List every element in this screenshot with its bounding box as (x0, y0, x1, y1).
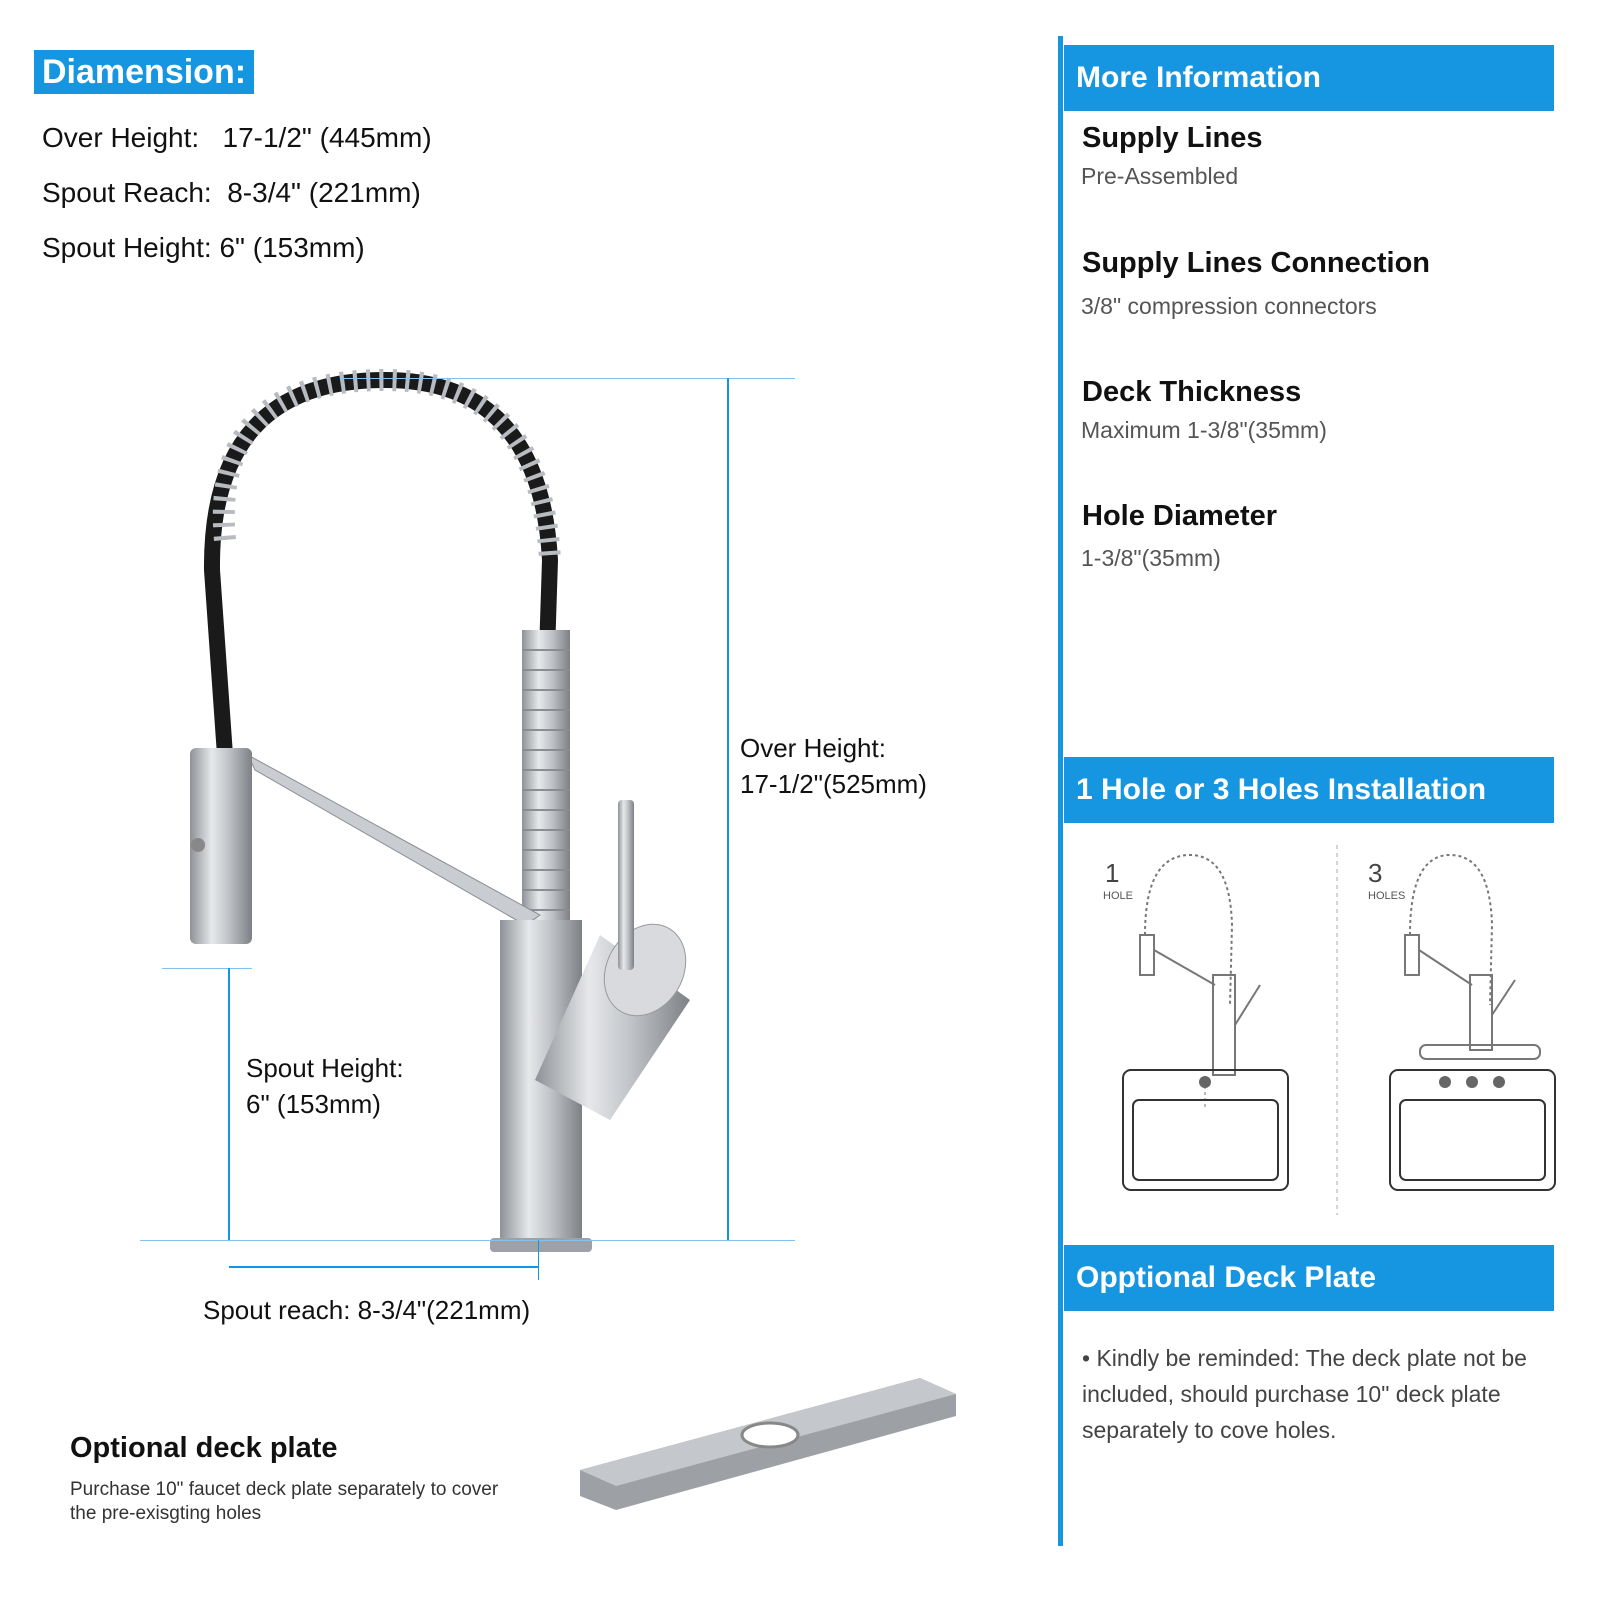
supply-lines-title: Supply Lines (1082, 122, 1263, 154)
dim-spout-height-value: 6" (153mm) (219, 232, 365, 263)
one-hole-number: 1 (1105, 858, 1120, 888)
spout-reach-tick (538, 1240, 539, 1280)
dim-over-height-value: 17-1/2" (445mm) (222, 122, 432, 153)
spout-reach-label: Spout reach: 8-3/4"(221mm) (203, 1295, 531, 1325)
three-holes-sink (1390, 1070, 1555, 1190)
one-hole-word: HOLE (1103, 890, 1133, 902)
deck-plate-note-text: Kindly be reminded: The deck plate not be included, should purchase 10" deck plate separately to cove holes. (1082, 1345, 1527, 1443)
dim-spout-reach-value: 8-3/4" (221mm) (227, 177, 421, 208)
more-info-header: More Information (1064, 45, 1554, 111)
bullet: • (1082, 1345, 1091, 1371)
supply-connection-title: Supply Lines Connection (1082, 247, 1431, 279)
supply-lines-value: Pre-Assembled (1081, 163, 1239, 189)
hole-diameter-title: Hole Diameter (1082, 500, 1278, 532)
spout-guide-line (162, 968, 252, 969)
optional-plate-desc: Purchase 10" faucet deck plate separately to cover the pre-exisgting holes (70, 1479, 499, 1524)
three-holes-number: 3 (1368, 858, 1383, 888)
dim-spout-reach (42, 177, 421, 209)
hose (212, 380, 550, 930)
base-guide-line (140, 1240, 795, 1241)
deck-thickness-title: Deck Thickness (1082, 376, 1302, 408)
spring-column (522, 630, 570, 930)
spout-height-label: Spout Height: (246, 1053, 404, 1083)
install-diagram (1120, 845, 1560, 1215)
hole-diameter-value: 1-3/8"(35mm) (1081, 545, 1221, 571)
lever (618, 800, 634, 970)
deck-plate-image (570, 1370, 960, 1520)
deck-thickness-value: Maximum 1-3/8"(35mm) (1081, 417, 1327, 443)
right-divider (1058, 36, 1063, 1546)
deck-plate-note (1082, 1340, 1552, 1448)
three-holes-faucet-sketch (1405, 855, 1540, 1059)
supply-connection-value: 3/8" compression connectors (1081, 293, 1377, 319)
over-height-arrow (727, 378, 729, 1240)
dim-spout-reach-label: Spout Reach: (42, 177, 212, 208)
spout-height-arrow (228, 968, 230, 1240)
dim-spout-height-label: Spout Height: (42, 232, 212, 263)
spout-arm (248, 755, 540, 925)
dim-spout-height (42, 232, 365, 264)
one-hole-faucet-sketch (1140, 855, 1260, 1075)
dim-over-height (42, 122, 432, 154)
dim-over-height-label: Over Height: (42, 122, 200, 153)
deck-plate-header: Opptional Deck Plate (1064, 1245, 1554, 1311)
spout-reach-arrow (229, 1266, 539, 1268)
three-holes-word: HOLES (1368, 890, 1406, 902)
over-height-label: Over Height: (740, 733, 886, 763)
spout-height-value: 6" (153mm) (246, 1089, 381, 1119)
dimension-header: Diamension: (34, 50, 254, 94)
over-height-value: 17-1/2"(525mm) (740, 769, 927, 799)
optional-plate-title: Optional deck plate (70, 1432, 338, 1464)
install-header: 1 Hole or 3 Holes Installation (1064, 757, 1554, 823)
faucet-illustration (130, 360, 950, 1260)
